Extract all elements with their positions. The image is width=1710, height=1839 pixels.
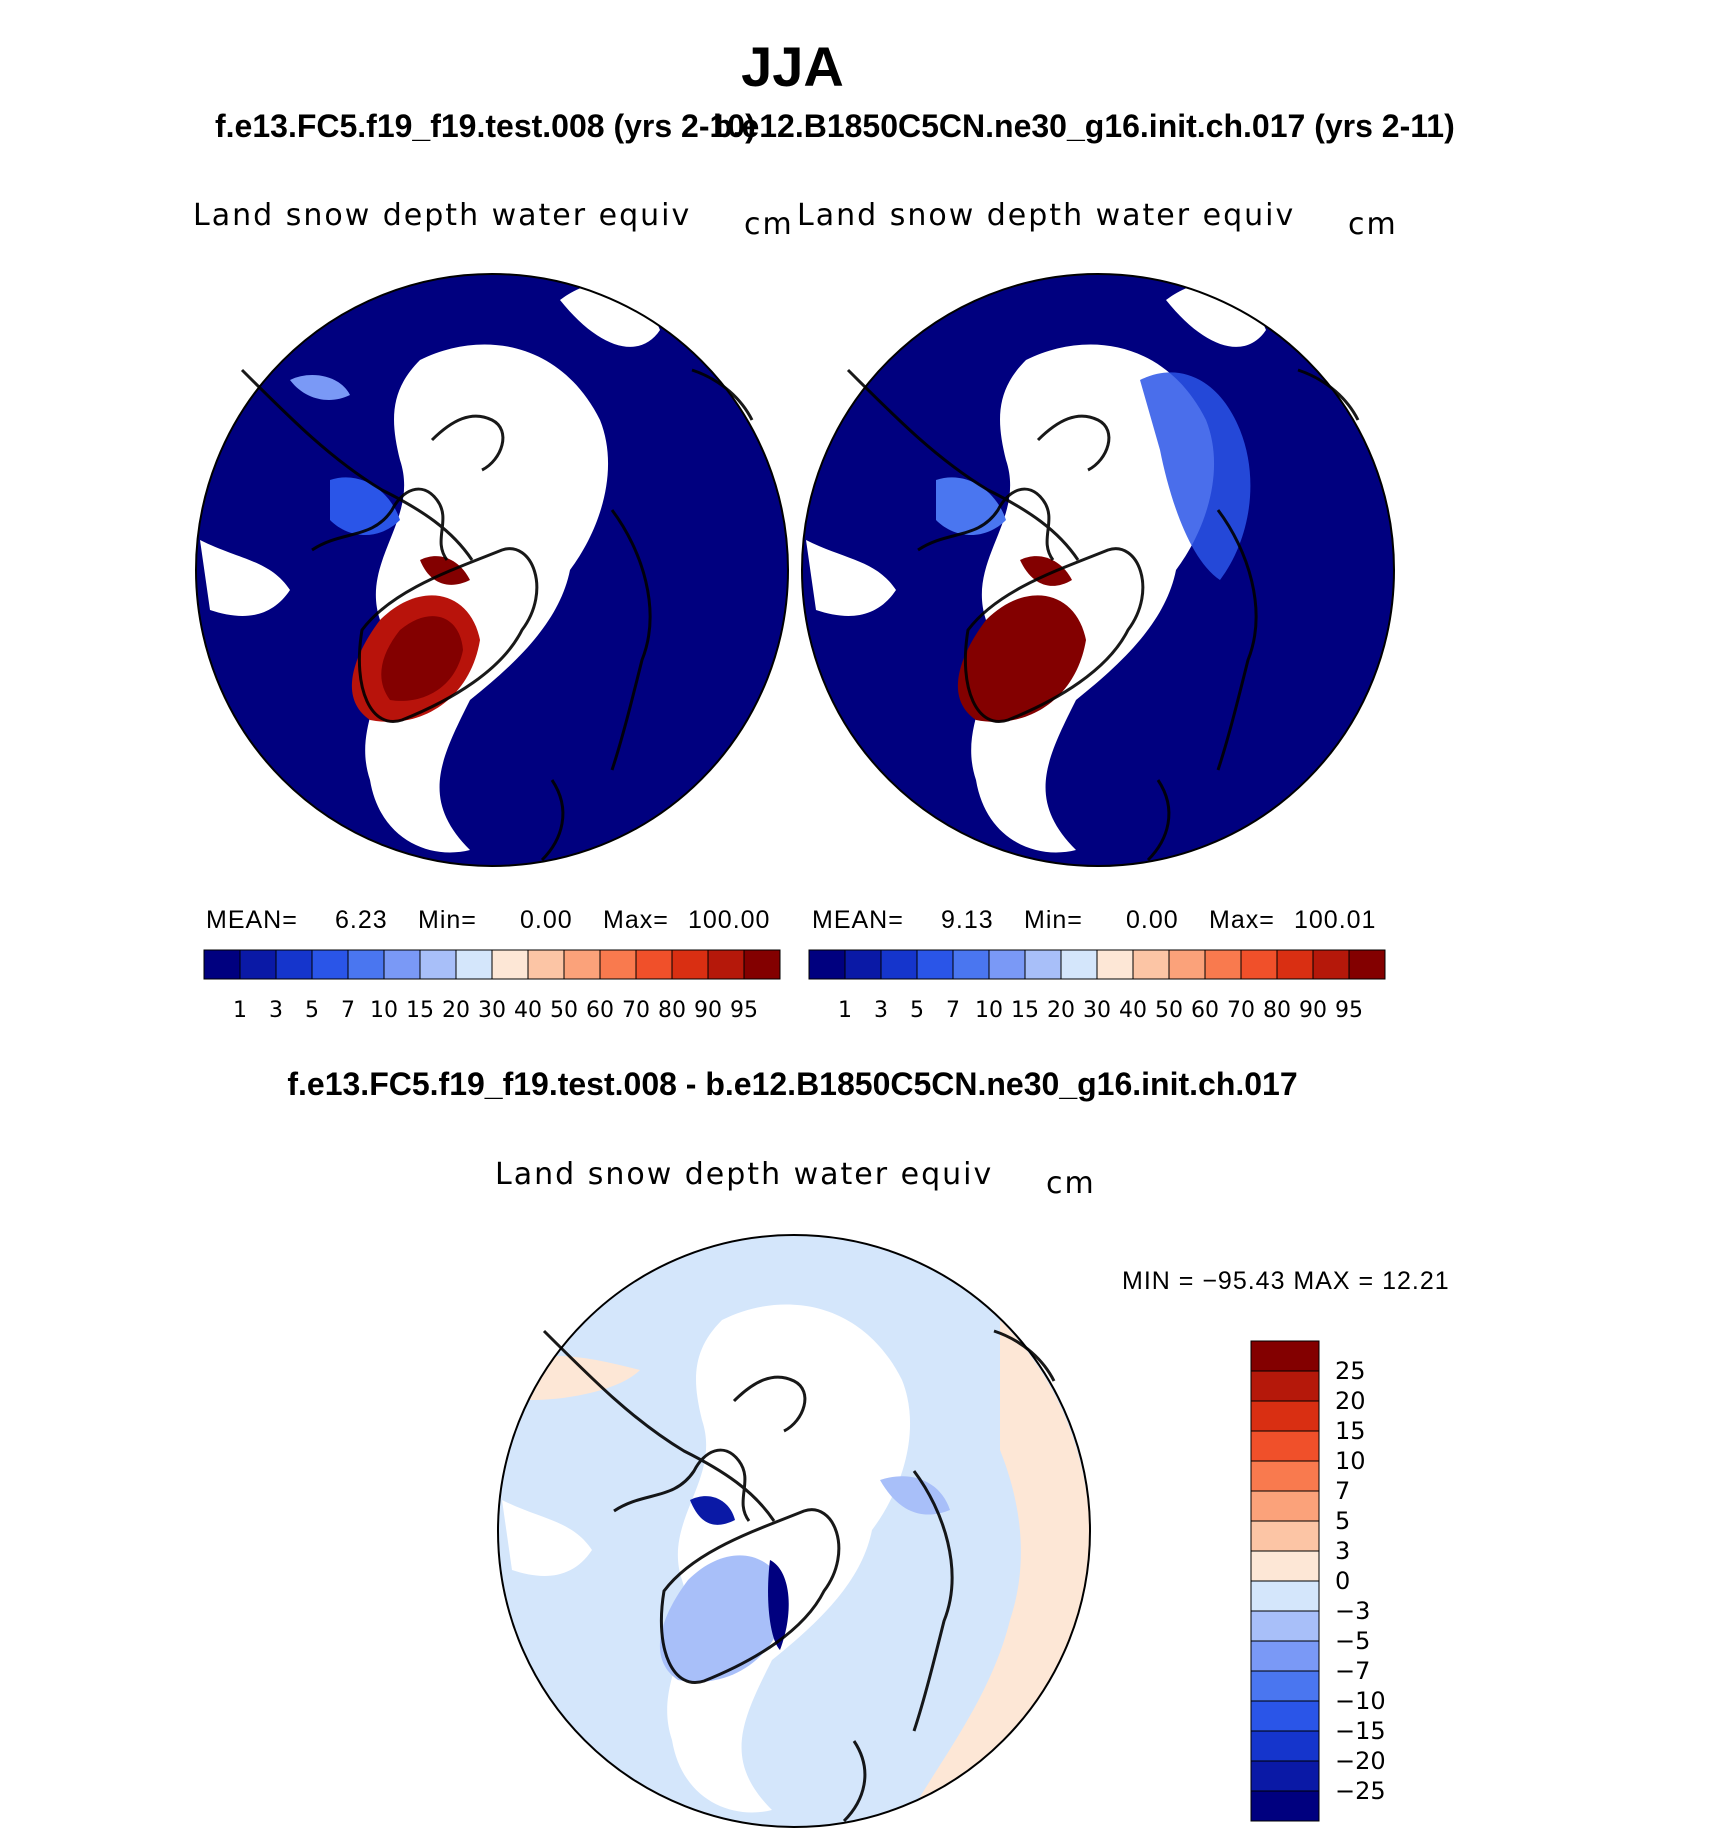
panel-b-colorbar-tick-label: 10	[975, 998, 1003, 1023]
panel-a-colorbar-tick-label: 30	[478, 998, 506, 1023]
panel-b-colorbar-swatch	[1133, 950, 1169, 979]
diff-colorbar-tick-label: −3	[1335, 1597, 1371, 1625]
diff-colorbar-tick-label: 3	[1335, 1537, 1351, 1565]
panel-b-colorbar-swatch	[917, 950, 953, 979]
diff-colorbar-tick-label: −20	[1335, 1747, 1386, 1775]
panel-b-colorbar-tick-label: 20	[1047, 998, 1075, 1023]
diff-colorbar-tick-label: 5	[1335, 1507, 1351, 1535]
panel-a-max-value: 100.00	[688, 906, 771, 934]
panel-a-colorbar-swatch	[708, 950, 744, 979]
panel-b-colorbar-swatch	[1061, 950, 1097, 979]
panel-a-colorbar-tick-label: 40	[514, 998, 542, 1023]
panel-a-colorbar-tick-label: 60	[586, 998, 614, 1023]
panel-a-colorbar-tick-label: 20	[442, 998, 470, 1023]
panel-b-mean-value: 9.13	[941, 906, 994, 934]
panel-b-max-value: 100.01	[1294, 906, 1377, 934]
panel-a-colorbar-tick-label: 7	[341, 998, 355, 1023]
diff-colorbar-swatch	[1251, 1791, 1319, 1821]
panel-b-colorbar-swatch	[1313, 950, 1349, 979]
panel-a-colorbar-swatch	[276, 950, 312, 979]
panel-b-colorbar-swatch	[809, 950, 845, 979]
diff-colorbar-swatch	[1251, 1401, 1319, 1431]
panel-a-colorbar-tick-label: 5	[305, 998, 319, 1023]
panel-b-min-value: 0.00	[1126, 906, 1179, 934]
diff-colorbar-swatch	[1251, 1611, 1319, 1641]
diff-colorbar-tick-label: −10	[1335, 1687, 1386, 1715]
panel-b-colorbar-swatch	[1025, 950, 1061, 979]
panel-b-colorbar-tick-label: 1	[838, 998, 852, 1023]
panel-b-colorbar-swatch	[1169, 950, 1205, 979]
diff-map	[498, 1235, 1090, 1830]
panel-a-colorbar-tick-label: 15	[406, 998, 434, 1023]
panel-b-colorbar-swatch	[1277, 950, 1313, 979]
diff-units: cm	[1046, 1166, 1096, 1201]
diff-colorbar-tick-label: 10	[1335, 1447, 1366, 1475]
diff-colorbar-swatch	[1251, 1761, 1319, 1791]
panel-a-colorbar	[204, 950, 780, 1023]
panel-a-colorbar-swatch	[744, 950, 780, 979]
panel-a-colorbar-tick-label: 90	[694, 998, 722, 1023]
panel-a-colorbar-swatch	[564, 950, 600, 979]
panel-a-map	[196, 274, 788, 866]
panel-a-colorbar-tick-label: 1	[233, 998, 247, 1023]
panel-b-colorbar-swatch	[1205, 950, 1241, 979]
diff-colorbar-swatch	[1251, 1371, 1319, 1401]
diff-minmax: MIN = −95.43 MAX = 12.21	[1122, 1267, 1450, 1295]
diff-colorbar-swatch	[1251, 1671, 1319, 1701]
diff-colorbar-swatch	[1251, 1551, 1319, 1581]
diff-colorbar-tick-label: −5	[1335, 1627, 1371, 1655]
panel-b-colorbar-tick-label: 30	[1083, 998, 1111, 1023]
panel-b-colorbar-swatch	[1241, 950, 1277, 979]
diff-colorbar-tick-label: 7	[1335, 1477, 1351, 1505]
diff-colorbar-tick-label: 25	[1335, 1357, 1366, 1385]
panel-a-colorbar-swatch	[672, 950, 708, 979]
panel-a-colorbar-tick-label: 10	[370, 998, 398, 1023]
panel-a-colorbar-swatch	[240, 950, 276, 979]
panel-a-colorbar-swatch	[204, 950, 240, 979]
panel-b-case-title: b.e12.B1850C5CN.ne30_g16.init.ch.017 (yrs 2-11)	[713, 108, 1455, 144]
panel-b-colorbar-tick-label: 40	[1119, 998, 1147, 1023]
diff-colorbar-swatch	[1251, 1701, 1319, 1731]
panel-a-colorbar-tick-label: 50	[550, 998, 578, 1023]
diff-colorbar-tick-label: −7	[1335, 1657, 1371, 1685]
diff-colorbar	[1251, 1341, 1386, 1821]
panel-b-units: cm	[1348, 207, 1398, 242]
panel-b-colorbar-tick-label: 95	[1335, 998, 1363, 1023]
diff-colorbar-swatch	[1251, 1731, 1319, 1761]
panel-a-max-label: Max=	[603, 906, 669, 934]
panel-b-colorbar-tick-label: 70	[1227, 998, 1255, 1023]
panel-a-units: cm	[744, 207, 794, 242]
panel-a-colorbar-tick-label: 70	[622, 998, 650, 1023]
panel-a-colorbar-swatch	[528, 950, 564, 979]
panel-b-mean-label: MEAN=	[812, 906, 904, 934]
panel-b-colorbar-tick-label: 80	[1263, 998, 1291, 1023]
diff-colorbar-swatch	[1251, 1581, 1319, 1611]
diff-colorbar-tick-label: −25	[1335, 1777, 1386, 1805]
panel-b-colorbar-swatch	[1097, 950, 1133, 979]
panel-a-min-label: Min=	[418, 906, 477, 934]
panel-b-colorbar-tick-label: 7	[946, 998, 960, 1023]
panel-b-colorbar-swatch	[1349, 950, 1385, 979]
panel-b-colorbar-tick-label: 90	[1299, 998, 1327, 1023]
panel-a-colorbar-swatch	[312, 950, 348, 979]
panel-a-mean-label: MEAN=	[206, 906, 298, 934]
diff-colorbar-tick-label: 0	[1335, 1567, 1351, 1595]
panel-a-case-title: f.e13.FC5.f19_f19.test.008 (yrs 2-10)	[215, 108, 756, 144]
diff-colorbar-swatch	[1251, 1521, 1319, 1551]
panel-b-colorbar-swatch	[881, 950, 917, 979]
panel-b-max-label: Max=	[1209, 906, 1275, 934]
panel-b-colorbar-tick-label: 15	[1011, 998, 1039, 1023]
panel-b-colorbar-swatch	[989, 950, 1025, 979]
panel-a-colorbar-swatch	[492, 950, 528, 979]
diff-colorbar-swatch	[1251, 1341, 1319, 1371]
panel-a-colorbar-swatch	[384, 950, 420, 979]
panel-b-min-label: Min=	[1024, 906, 1083, 934]
panel-b-colorbar-tick-label: 50	[1155, 998, 1183, 1023]
panel-a-variable-label: Land snow depth water equiv	[193, 198, 692, 233]
panel-b-colorbar-tick-label: 60	[1191, 998, 1219, 1023]
panel-b-colorbar-tick-label: 3	[874, 998, 888, 1023]
figure-title: JJA	[741, 35, 844, 98]
panel-a-colorbar-swatch	[420, 950, 456, 979]
diff-colorbar-swatch	[1251, 1461, 1319, 1491]
panel-a-colorbar-tick-label: 80	[658, 998, 686, 1023]
panel-a-colorbar-swatch	[600, 950, 636, 979]
panel-a-min-value: 0.00	[520, 906, 573, 934]
panel-b-variable-label: Land snow depth water equiv	[797, 198, 1296, 233]
panel-b-map	[802, 274, 1394, 866]
panel-b-colorbar	[809, 950, 1385, 1023]
panel-b-colorbar-swatch	[845, 950, 881, 979]
panel-b-colorbar-swatch	[953, 950, 989, 979]
panel-a-colorbar-swatch	[636, 950, 672, 979]
diff-title: f.e13.FC5.f19_f19.test.008 - b.e12.B1850C5CN.ne30_g16.init.ch.017	[287, 1066, 1298, 1102]
diff-colorbar-swatch	[1251, 1641, 1319, 1671]
panel-a-mean-value: 6.23	[335, 906, 388, 934]
panel-a-colorbar-swatch	[456, 950, 492, 979]
diff-colorbar-tick-label: 20	[1335, 1387, 1366, 1415]
diff-colorbar-swatch	[1251, 1431, 1319, 1461]
diff-variable-label: Land snow depth water equiv	[495, 1157, 994, 1192]
panel-a-colorbar-tick-label: 95	[730, 998, 758, 1023]
panel-a-colorbar-tick-label: 3	[269, 998, 283, 1023]
diff-colorbar-tick-label: 15	[1335, 1417, 1366, 1445]
diff-colorbar-swatch	[1251, 1491, 1319, 1521]
diff-colorbar-tick-label: −15	[1335, 1717, 1386, 1745]
panel-b-colorbar-tick-label: 5	[910, 998, 924, 1023]
panel-a-colorbar-swatch	[348, 950, 384, 979]
